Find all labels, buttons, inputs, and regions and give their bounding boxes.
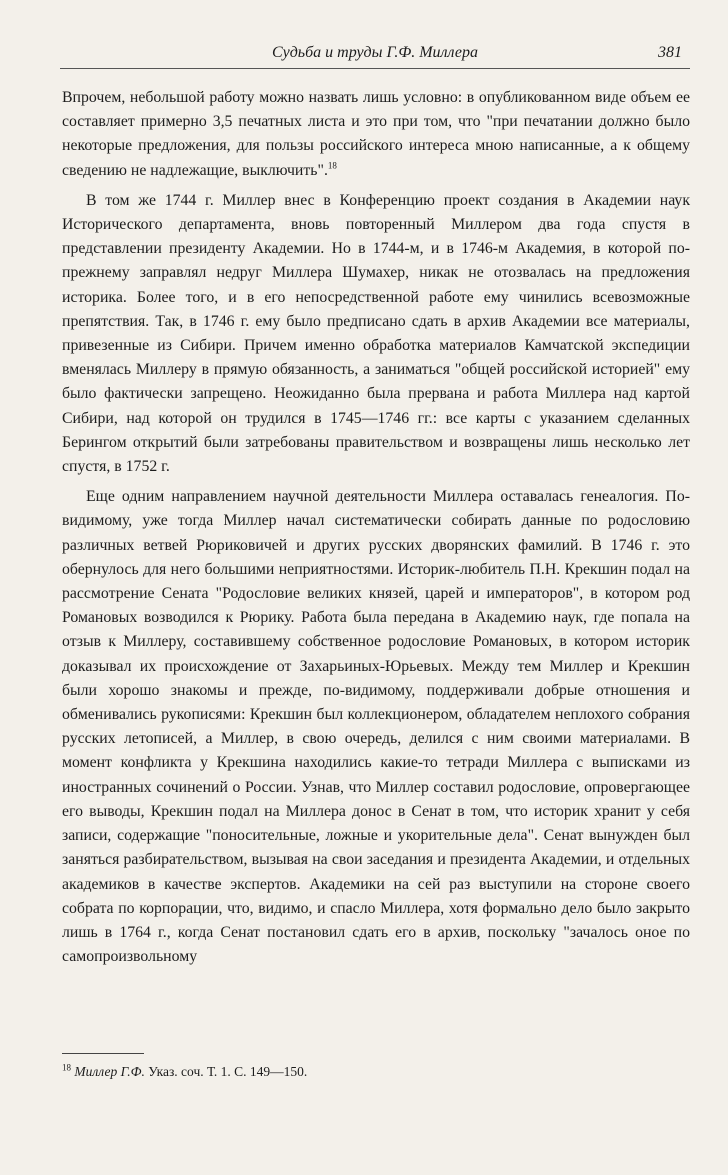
page-header (60, 44, 690, 69)
footnote-text: Указ. соч. Т. 1. С. 149—150. (148, 1064, 308, 1079)
paragraph (62, 189, 690, 479)
body-text (62, 86, 690, 975)
footnote-reference: 18 (327, 160, 337, 171)
footnote (62, 1063, 682, 1081)
paragraph-text: Еще одним направлением научной деятельности Миллера оставалась генеалогия. По-видимому, уже тогда Миллер начал систематически собирать данные по родословию различных ветвей Рюриковичей и других русских дворянских фамилий. В 1746 г. это обернулось для него большими неприятностями. Историк-любитель П.Н. Крекшин подал на рассмотрение Сената "Родословие великих князей, царей и императоров", в котором род Романовых возводился к Рюрику. Работа была передана в Академию наук, где попала на отзыв к Миллеру, составившему собственное родословие Романовых, в котором историк доказывал их происхождение от Захарьиных-Юрьевых. Между тем Миллер и Крекшин были хорошо знакомы и прежде, по-видимому, поддерживали добрые отношения и обменивались рукописями: Крекшин был коллекционером, обладателем неплохого собрания русских летописей, а Миллер, в свою очередь, делился с ним своими материалами. В момент конфликта у Крекшина находились какие-то тетради Миллера с выписками из иностранных сочинений о России. Узнав, что Миллер составил родословие, опровергающее его выводы, Крекшин подал на Миллера донос в Сенат в том, что историк хранит у себя записи, содержащие "поносительные, ложные и укорительные дела". Сенат вынужден был заняться разбирательством, вызывая на свои заседания и президента Академии, и отдельных академиков в качестве экспертов. Академики на сей раз выступили на стороне своего собрата по корпорации, что, видимо, и спасло Миллера, хотя формально дело было закрыто лишь в 1764 г., когда Сенат постановил сдать его в архив, поскольку "зачалось оное по самопроизвольному (62, 488, 690, 966)
footnote-number: 18 (62, 1062, 71, 1073)
page-number: 381 (658, 44, 682, 61)
footnote-divider (62, 1053, 144, 1054)
paragraph (62, 485, 690, 969)
running-title: Судьба и труды Г.Ф. Миллера (271, 44, 479, 61)
footnote-author: Миллер Г.Ф. (74, 1064, 145, 1079)
paragraph-text: В том же 1744 г. Миллер внес в Конференцию проект создания в Академии наук Исторического департамента, вновь повторенный Миллером два года спустя в представлении президенту Академии. Но в 1744-м, и в 1746-м Академия, в которой по-прежнему заправлял недруг Миллера Шумахер, никак не отозвалась на предложения историка. Более того, и в его непосредственной работе ему чинились всевозможные препятствия. Так, в 1746 г. ему было предписано сдать в архив Академии все материалы, привезенные из Сибири. Причем именно обработка материалов Камчатской экспедиции вменялась Миллеру в прямую обязанность, а заниматься "общей российской историей" ему было фактически запрещено. Неожиданно была прервана и работа Миллера над картой Сибири, над которой он трудился в 1745—1746 гг.: все карты с указанием сделанных Берингом открытий были затребованы правительством и возвращены лишь несколько лет спустя, в 1752 г. (62, 191, 690, 476)
paragraph-text: Впрочем, небольшой работу можно назвать лишь условно: в опубликованном виде объем ее составляет примерно 3,5 печатных листа и это при том, что "при печатании должно было некоторые предложения, для пользы российского интереса мною написанные, а к общему сведению не надлежащие, выключить" (62, 89, 690, 179)
paragraph: Впрочем, небольшой работу можно назвать лишь условно: в опубликованном виде объем ее составляет примерно 3,5 печатных листа и это при том, что "при печатании должно было некоторые предложения, для пользы российского интереса мною написанные, а к общему сведению не надлежащие, выключить".$^{18}$ (62, 89, 690, 179)
